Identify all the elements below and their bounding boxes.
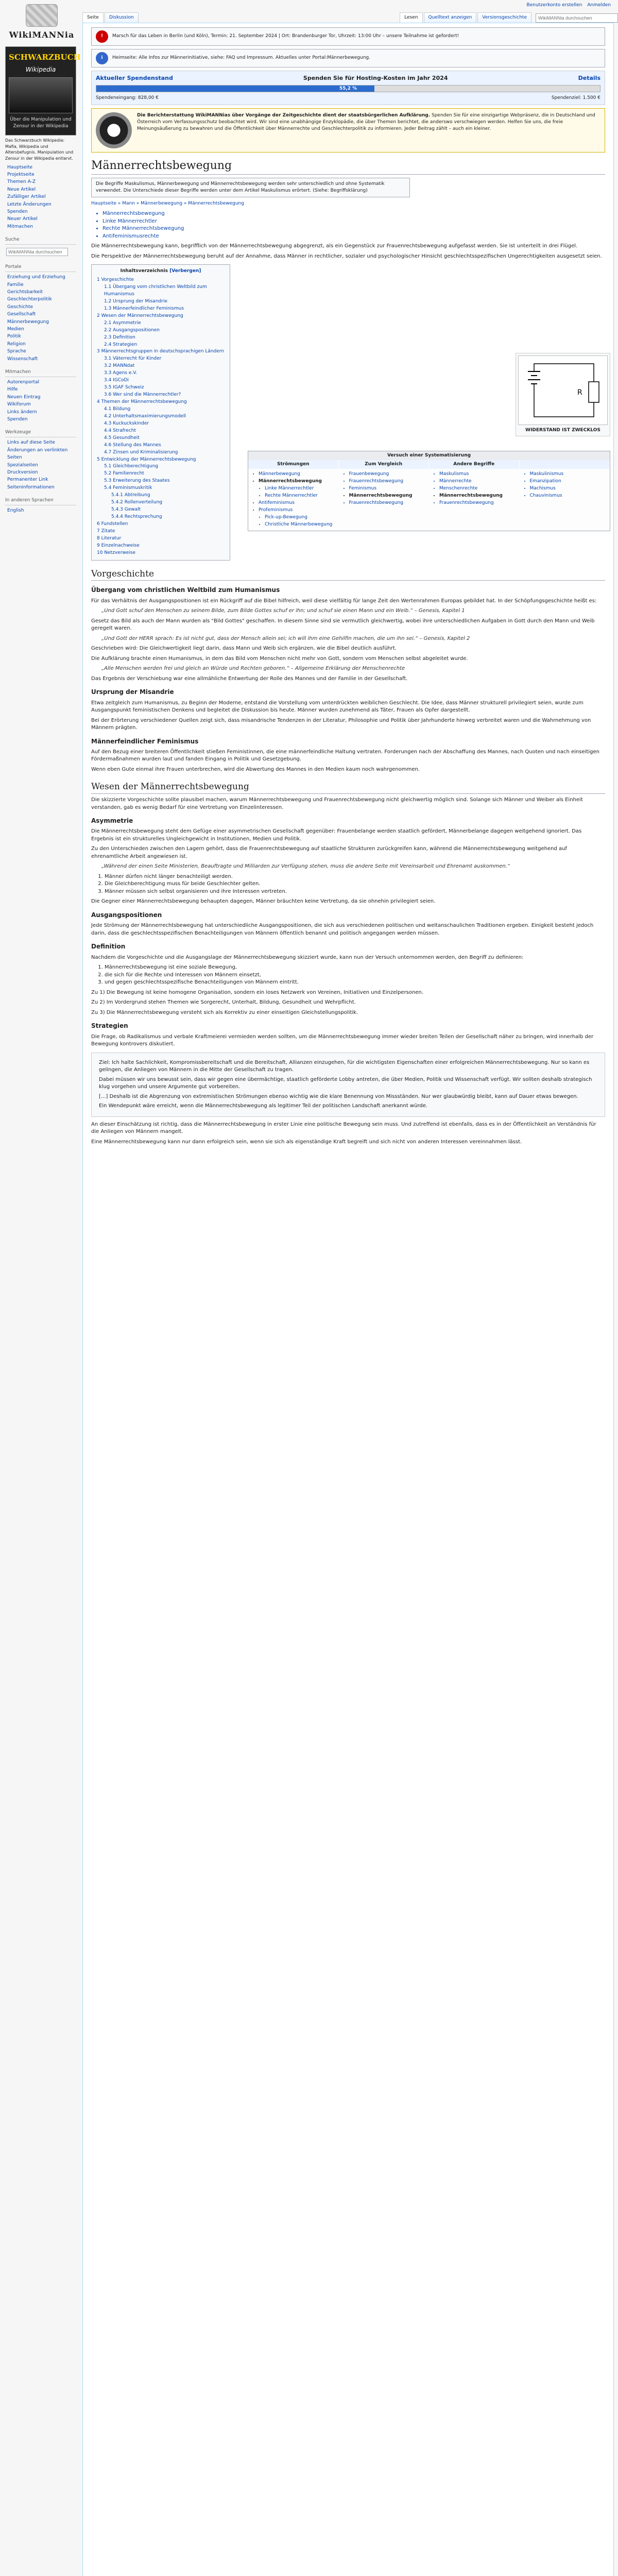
navbox-item[interactable]: • Machismus — [530, 485, 610, 493]
see-also-list — [102, 210, 605, 240]
numbered-item: 2. Die Gleichberechtigung muss für beide Geschlechter gelten. — [105, 880, 605, 888]
promo-title: SCHWARZBUCH — [9, 53, 81, 62]
see-also-item[interactable]: • Antifeminismusrechte — [102, 233, 605, 241]
notice-icon: ℹ — [96, 52, 108, 64]
toc-item[interactable]: 5.4.3 Gewalt — [111, 507, 141, 513]
sidebar-portal — [0, 164, 81, 231]
body-paragraph: Nachdem die Vorgeschichte und die Ausgangslage der Männerrechtsbewegung skizziert wurde, kann nun der Versuch unternommen werden, den Begriff zu definieren: — [91, 954, 524, 960]
toc-item[interactable]: 6 Fundstellen — [97, 521, 128, 527]
namespace-tabs — [82, 12, 139, 23]
toc-item[interactable]: 5.4.1 Abtreibung — [111, 493, 150, 498]
toc-item[interactable]: 7 Zitate — [97, 528, 115, 534]
navbox-column — [248, 460, 339, 531]
intro-paragraph: Die Perspektive der Männerrechtsbewegung beruht auf der Annahme, dass Männer in rechtlicher, sozialer und psychologischer Hinsicht geschlechtsspezifischen Ungerechtigkeiten ausgesetzt seien. — [91, 253, 602, 259]
sidebar-item[interactable]: Autorenportal — [7, 379, 40, 385]
body-paragraph: Die Aufklärung brachte einen Humanismus, in dem das Bild vom Menschen nicht mehr von Gott, sondern vom Menschen selbst abgeleitet wurde. — [91, 655, 468, 662]
body-paragraph: Zu 1) Die Bewegung ist keine homogene Organisation, sondern ein loses Netzwerk von Vereinen, Initiativen und Einzelpersonen. — [91, 989, 424, 995]
sidebar-list — [7, 439, 81, 491]
sidebar-search-heading: Suche — [5, 236, 76, 245]
sidebar-item[interactable]: Sprache — [7, 349, 26, 354]
notice-icon: ! — [96, 30, 108, 43]
toc-item[interactable]: 3.1 Väterrecht für Kinder — [104, 356, 162, 362]
body-paragraph: Das Ergebnis der Verschiebung war eine allmähliche Entwertung der Rolle des Mannes und der Familie in der Gesellschaft. — [91, 675, 408, 682]
page-title: Männerrechtsbewegung — [91, 158, 605, 175]
sidebar-item[interactable]: Spenden — [7, 209, 28, 214]
sidebar-item[interactable]: Themen A-Z — [7, 179, 36, 185]
navbox-column-header: Strömungen — [248, 460, 339, 469]
tab-history[interactable]: Versionsgeschichte — [477, 12, 531, 23]
navbox-title: Versuch einer Systematisierung — [248, 451, 610, 460]
toc-item[interactable]: 4.5 Gesundheit — [104, 435, 140, 440]
sidebar-item[interactable]: Medien — [7, 326, 24, 332]
navbox-item[interactable]: • Frauenrechtsbewegung — [349, 478, 430, 485]
sidebar-heading: Mitmachen — [5, 369, 76, 377]
search-input[interactable] — [536, 13, 618, 23]
navbox-item[interactable]: • Linke Männerrechtler — [265, 485, 339, 493]
appeal-heading: Die Berichterstattung WikiMANNias über Vorgänge der Zeitgeschichte dient der staatsbürgerlichen Aufklärung. — [137, 112, 431, 118]
numbered-item: 2. die sich für die Rechte und Interessen von Männern einsetzt, — [105, 972, 605, 979]
appeal-mask-icon — [96, 112, 132, 148]
tabs-row — [82, 12, 618, 23]
intro-paragraph: Die Männerrechtsbewegung kann, begrifflich von der Männerrechtsbewegung abgegrenzt, als ein Gegenstück zur Frauenrechtsbewegung aufgefasst werden. Sie ist unterteilt in drei Flügel. — [91, 243, 578, 249]
create-account-link[interactable]: Benutzerkonto erstellen — [526, 3, 582, 8]
tab-view-source[interactable]: Quelltext anzeigen — [424, 12, 477, 23]
see-also-item[interactable]: • Linke Männerrechtler — [102, 218, 605, 226]
toc-item[interactable]: 3.5 IGAF Schweiz — [104, 385, 144, 391]
systematization-navbox — [248, 451, 610, 531]
resistor-schematic — [518, 355, 608, 425]
sidebar-item[interactable]: Erziehung und Erziehung — [7, 275, 65, 280]
toc-item[interactable]: 3.3 Agens e.V. — [104, 370, 138, 376]
sidebar — [0, 44, 81, 515]
promo-tagline: Über die Manipulation und Zensur in der Wikipedia — [10, 117, 72, 129]
navbox-item[interactable]: • Frauenrechtsbewegung — [439, 500, 520, 507]
block-quote: „Alle Menschen werden frei und gleich an Würde und Rechten geboren.“ – Allgemeine Erklärung der Menschenrechte — [101, 666, 405, 672]
sidebar-item[interactable]: Links ändern — [7, 409, 37, 415]
logo-wordmark: WikiMANNia — [9, 30, 75, 40]
navbox-item[interactable]: • Profeminismus — [259, 507, 339, 514]
sidebar-item[interactable]: Religion — [7, 341, 26, 347]
toc-item[interactable]: 5.2 Familienrecht — [104, 471, 144, 477]
quote-paragraph: Ein Wendepunkt wäre erreicht, wenn die Männerrechtsbewegung als legitimer Teil der politischen Landschaft anerkannt würde. — [99, 1103, 428, 1109]
section-heading: Vorgeschichte — [91, 568, 605, 581]
toc-item[interactable]: 3.6 Wer sind die Männerrechtler? — [104, 392, 181, 398]
navbox-item[interactable]: • Menschenrechte — [439, 485, 520, 493]
numbered-item: 3. und gegen geschlechtsspezifische Benachteiligungen von Männern eintritt. — [105, 979, 605, 987]
navbox-column-header: Andere Begriffe — [429, 460, 520, 469]
body-paragraph: Die Männerrechtsbewegung steht dem Gefüge einer asymmetrischen Gesellschaft gegenüber: Frauenbelange werden staatlich gefördert, Männerbelange dagegen weitgehend ignoriert. Das Ergebnis ist ein strukturelles Ungleichgewicht in Institutionen, Medien und Politik. — [91, 828, 582, 842]
sidebar-item[interactable]: Familie — [7, 282, 24, 287]
toc-item[interactable]: 4.2 Unterhaltsmaximierungsmodell — [104, 413, 186, 419]
navbox-list — [530, 471, 610, 500]
toc-item[interactable]: 5.4 Feminismuskritik — [104, 485, 152, 491]
toc-item[interactable]: 3.2 MANNdat — [104, 363, 135, 369]
donation-progress-bar — [96, 85, 600, 92]
toc-item[interactable]: 5 Entwicklung der Männerrechtsbewegung — [97, 456, 196, 462]
promo-caption: Das Schwarzbuch Wikipedia: Mafia, Wikipedia und Altersbefugnis. Manipulation und Zensur in der Wikipedia entlarvt. — [5, 138, 74, 161]
promo-illustration — [9, 77, 73, 113]
sidebar-item[interactable]: Seiteninformationen — [7, 484, 55, 490]
tab-read[interactable]: Lesen — [400, 12, 422, 23]
block-quote: „Und Gott schuf den Menschen zu seinem Bilde, zum Bilde Gottes schuf er ihn; und schuf sie einen Mann und ein Weib.“ – Genesis, Kapitel 1 — [101, 608, 465, 614]
sidebar-item[interactable]: Gesellschaft — [7, 312, 36, 317]
numbered-item: 1. Männer dürfen nicht länger benachteiligt werden. — [105, 873, 605, 881]
see-also-item[interactable]: • Rechte Männerrechtsbewegung — [102, 225, 605, 233]
toc-item[interactable]: 1.3 Männerfeindlicher Feminismus — [104, 306, 184, 311]
login-link[interactable]: Anmelden — [587, 3, 611, 8]
numbered-item: 1. Männerrechtsbewegung ist eine soziale Bewegung, — [105, 964, 605, 972]
toc-item[interactable]: 2.4 Strategien — [104, 342, 138, 347]
resistor-diagram — [519, 356, 609, 425]
sidebar-item[interactable]: Wissenschaft — [7, 356, 38, 362]
body-paragraph: Für das Verhältnis der Ausgangspositionen ist ein Rückgriff auf die Bibel hilfreich, weil diese vielfältig für lange Zeit den Wertenrahmen Europas gebildet hat. In der Schöpfungsgeschichte heißt es: — [91, 598, 597, 604]
table-of-contents — [91, 264, 230, 561]
navbox-list — [439, 471, 520, 507]
body-paragraph: Die Gegner einer Männerrechtsbewegung behaupten dagegen, Männer bräuchten keine Vertretung, da sie ohnehin privilegiert seien. — [91, 899, 436, 905]
navbox-item[interactable]: • Antifeminismus — [259, 500, 339, 507]
sidebar-item[interactable]: Wikiforum — [7, 402, 31, 408]
breadcrumb[interactable]: Hauptseite » Mann » Männerbewegung » Männerrechtsbewegung — [91, 200, 244, 206]
sidebar-item[interactable]: Neuer Artikel — [7, 216, 38, 222]
view-tabs — [400, 12, 618, 23]
sidebar-lang-heading: In anderen Sprachen — [5, 497, 76, 505]
sidebar-item[interactable]: Spezialseiten — [7, 462, 38, 468]
funding-appeal-banner — [91, 108, 605, 152]
toc-item[interactable]: 2.3 Definition — [104, 334, 135, 340]
sidebar-item[interactable]: Änderungen an verlinkten Seiten — [7, 447, 68, 461]
quote-paragraph: Dabei müssen wir uns bewusst sein, dass wir gegen eine übermächtige, staatlich geförderte Lobby antreten, die über Medien, Politik und Wissenschaft verfügt. Wir sollten deshalb strategisch klug vorgehen und unsere Argumente gut vorbereiten. — [99, 1076, 592, 1090]
sidebar-search-input[interactable] — [6, 248, 68, 256]
toc-item[interactable]: 1.1 Übergang vom christlichen Weltbild zum Humanismus — [104, 284, 207, 297]
sidebar-item[interactable]: Links auf diese Seite — [7, 440, 55, 446]
sidebar-item[interactable]: Neue Artikel — [7, 187, 36, 192]
toc-item[interactable]: 10 Netzverweise — [97, 550, 136, 555]
sidebar-item[interactable]: Neuen Eintrag — [7, 394, 41, 400]
body-paragraph: Die Frage, ob Radikalismus und verbale Kraftmeierei vermieden werden sollten, um die Männerrechtsbewegung immer wieder breiten Teilen der Gesellschaft näher zu bringen, wird innerhalb der Bewegung kontrovers diskutiert. — [91, 1033, 594, 1047]
body-paragraph: Wenn eben Gute einmal ihre Frauen unterbrechen, wird die Abwertung des Mannes in den Medien kaum noch wahrgenommen. — [91, 766, 420, 772]
numbered-item: 3. Männer müssen sich selbst organisieren und ihre Interessen vertreten. — [105, 888, 605, 896]
tab-discussion[interactable]: Diskussion — [105, 12, 139, 23]
notice-text: Marsch für das Leben in Berlin (und Köln), Termin: 21. September 2024 | Ort: Brandenburger Tor, Uhrzeit: 13:00 Uhr – unsere Teilnahme ist gefordert! — [112, 33, 459, 39]
navbox-item[interactable]: • Pick-up-Bewegung — [265, 514, 339, 521]
body-paragraph: Bei der Erörterung verschiedener Quellen zeigt sich, dass misandrische Tendenzen in der Literatur, Philosophie und Politik über Jahrhunderte hinweg verbreitet waren und die Wahrnehmung von Männern prägten. — [91, 717, 591, 731]
toc-toggle[interactable]: [Verbergen] — [169, 268, 201, 274]
toc-title: Inhaltsverzeichnis — [120, 268, 168, 274]
toc-item[interactable]: 4.3 Kuckuckskinder — [104, 420, 149, 426]
navbox-column-header — [520, 460, 610, 469]
toc-item[interactable]: 1.2 Ursprung der Misandrie — [104, 298, 167, 304]
navbox-item[interactable]: • Männerrechtsbewegung — [349, 493, 430, 500]
section-heading: Asymmetrie — [91, 817, 133, 825]
quote-paragraph: [...] Deshalb ist die Abgrenzung von extremistischen Strömungen ebenso wichtig wie die klare Benennung von Missständen. Nur wer glaubwürdig bleibt, kann auf Dauer etwas bewegen. — [99, 1093, 578, 1099]
see-also-item[interactable]: • Männerrechtsbewegung — [102, 210, 605, 218]
toc-item[interactable]: 2.1 Asymmetrie — [104, 320, 141, 326]
toc-item[interactable]: 4.4 Strafrecht — [104, 428, 136, 433]
section-heading: Übergang vom christlichen Weltbild zum Humanismus — [91, 586, 280, 594]
block-quote: „Während der einen Seite Ministerien, Beauftragte und Milliarden zur Verfügung stehen, muss die andere Seite mit Vereinsarbeit und Ehrenamt auskommen.“ — [101, 863, 510, 870]
tab-page[interactable]: Seite — [82, 12, 104, 23]
toc-item[interactable]: 2 Wesen der Männerrechtsbewegung — [97, 313, 183, 318]
donation-details-link[interactable]: Details — [578, 75, 600, 81]
section-heading: Wesen der Männerrechtsbewegung — [91, 781, 605, 794]
body-paragraph: Zu 2) Im Vordergrund stehen Themen wie Sorgerecht, Unterhalt, Bildung, Gesundheit und Wehrpflicht. — [91, 999, 356, 1006]
toc-item[interactable]: 9 Einzelnachweise — [97, 543, 140, 548]
body-paragraph: Eine Männerrechtsbewegung kann nur dann erfolgreich sein, wenn sie sich als eigenständige Kraft begreift und sich nicht von anderen Interessen vereinnahmen lässt. — [91, 1139, 522, 1145]
promo-book-cover[interactable] — [5, 46, 81, 135]
body-paragraph: Jede Strömung der Männerrechtsbewegung hat unterschiedliche Ausgangspositionen, die sich aus verschiedenen politischen und weltanschaulichen Traditionen ergeben. Einigkeit besteht jedoch darin, dass die geschlechtsspezifischen Benachteiligungen von Männern öffentlich benannt und politisch angegangen werden müssen. — [91, 923, 594, 936]
sidebar-list — [7, 164, 81, 231]
body-paragraph: Auf den Bezug einer breiteren Öffentlichkeit stießen Feministinnen, die eine männerfeindliche Haltung vertraten. Forderungen nach der Abschaffung des Mannes, nach Quoten und nach einseitigen Fördermaßnahmen wurden laut und fanden Eingang in Politik und Gesetzgebung. — [91, 749, 599, 762]
sidebar-portal — [0, 264, 81, 363]
sidebar-heading: Portale — [5, 264, 76, 272]
body-paragraph: An dieser Einschätzung ist richtig, dass die Männerrechtsbewegung in erster Linie eine politische Bewegung sein muss. Und zutreffend ist ebenfalls, dass es in der Öffentlichkeit an Verständnis für die Anliegen von Männern mangelt. — [91, 1121, 596, 1135]
navbox-item[interactable]: • Feminismus — [349, 485, 430, 493]
lang-english[interactable]: English — [7, 508, 24, 514]
navbox-item[interactable]: • Männerbewegung — [259, 471, 339, 478]
sidebar-item[interactable]: Letzte Änderungen — [7, 201, 52, 207]
numbered-list — [105, 873, 605, 896]
body-paragraph: Zu 3) Die Männerrechtsbewegung versteht sich als Korrektiv zu einer einseitigen Gleichstellungspolitik. — [91, 1009, 358, 1015]
hatnote: Die Begriffe Maskulismus, Männerbewegung und Männerrechtsbewegung werden sehr unterschiedlich und ohne Systematik verwendet. Die Unterschiede dieser Begriffe werden unter dem Artikel Maskulismus erörtert. (Siehe: Begriffsklärung) — [91, 178, 410, 197]
body-paragraph: Zu den Unterschieden zwischen den Lagern gehört, dass die Frauenrechtsbewegung auf staatliche Strukturen zurückgreifen kann, während die Männerrechtsbewegung weitgehend auf ehrenamtliche Arbeit angewiesen ist. — [91, 846, 567, 859]
toc-item[interactable]: 4.6 Stellung des Mannes — [104, 442, 161, 448]
navbox-item[interactable]: • Maskulinismus — [530, 471, 610, 478]
toc-item[interactable]: 8 Literatur — [97, 535, 122, 541]
section-heading: Ausgangspositionen — [91, 911, 162, 919]
navbox-item[interactable]: • Maskulismus — [439, 471, 520, 478]
toc-item[interactable]: 4 Themen der Männerrechtsbewegung — [97, 399, 187, 404]
navbox-item[interactable]: • Chauvinismus — [530, 493, 610, 500]
toc-item[interactable]: 3 Männerrechtsgruppen in deutschsprachigen Ländern — [97, 349, 225, 354]
notice-banner — [91, 27, 605, 46]
logo-puzzle-icon — [26, 4, 58, 27]
body-paragraph: Geschrieben wird: Die Gleichwertigkeit liegt darin, dass Mann und Weib sich ergänzen, wie die Bibel deutlich ausführt. — [91, 646, 397, 652]
appeal-text: Spenden Sie für eine einzigartige Webpräsenz, die in Deutschland und Österreich vom Verfassungsschutz beobachtet wird. Wir sind eine unabhängige Enzyklopädie, die über Themen berichtet, die anderswo verschwiegen werden. Helfen Sie uns, die freie Meinungsäußerung zu bewahren und die Öffentlichkeit über Männerrechte und Geschlechterpolitik zu informieren. Jeder Beitrag zählt – auch ein kleiner. — [137, 112, 595, 132]
toc-item[interactable]: 4.7 Zinsen und Kriminalisierung — [104, 449, 178, 455]
notice-banner — [91, 49, 605, 67]
block-quote: „Und Gott der HERR sprach: Es ist nicht gut, dass der Mensch allein sei; ich will ihm eine Gehilfin machen, die um ihn sei.“ – Genesis, Kapitel 2 — [101, 635, 470, 641]
navbox-column-header: Zum Vergleich — [339, 460, 430, 469]
sidebar-heading: Werkzeuge — [5, 429, 76, 437]
sidebar-item[interactable]: Mitmachen — [7, 224, 33, 229]
sidebar-list — [7, 274, 81, 363]
donation-status-link[interactable]: Aktueller Spendenstand — [96, 75, 173, 81]
personal-tools — [527, 2, 611, 9]
navbox-item[interactable]: • Frauenbewegung — [349, 471, 430, 478]
navbox-item[interactable]: • Christliche Männerbewegung — [265, 521, 339, 529]
quote-box — [91, 1053, 605, 1117]
toc-item[interactable]: 2.2 Ausgangspositionen — [104, 327, 160, 333]
section-heading: Strategien — [91, 1022, 128, 1030]
sidebar-item[interactable]: Spenden — [7, 416, 28, 422]
donation-progress-label: 55,2 % — [339, 86, 357, 91]
section-heading: Definition — [91, 943, 126, 951]
notice-text: Heimseite: Alle Infos zur Männerinitiative, siehe: FAQ und Impressum. Aktuelles unter Portal:Männerbewegung. — [112, 55, 370, 61]
sidebar-item[interactable]: Hauptseite — [7, 164, 33, 170]
navbox-column — [429, 460, 520, 531]
sidebar-list — [7, 379, 81, 423]
sidebar-item[interactable]: Hilfe — [7, 387, 18, 393]
toc-item[interactable]: 3.4 IGCoDi — [104, 378, 129, 383]
quote-paragraph: Ziel: Ich halte Sachlichkeit, Kompromissbereitschaft und die Bereitschaft, Allianzen einzugehen, für die wichtigsten Eigenschaften einer erfolgreichen Männerrechtsbewegung. Nur so kann es gelingen, die Anliegen von Männern in die Mitte der Gesellschaft zu tragen. — [99, 1059, 590, 1073]
toc-item[interactable]: 5.1 Gleichberechtigung — [104, 464, 159, 469]
donation-title: Spenden Sie für Hosting-Kosten im Jahr 2024 — [303, 75, 448, 81]
sidebar-portal — [0, 369, 81, 423]
sidebar-item[interactable]: Projektseite — [7, 172, 35, 177]
sidebar-item[interactable]: Politik — [7, 334, 21, 340]
resistor-symbol: R — [577, 388, 582, 397]
promo-subtitle: Wikipedia — [25, 65, 56, 73]
navbox-column — [339, 460, 430, 531]
toc-item[interactable]: 5.3 Erweiterung des Staates — [104, 478, 170, 484]
donation-goal: Spendenziel: 1.500 € — [551, 95, 600, 100]
section-heading: Ursprung der Misandrie — [91, 688, 174, 696]
sidebar-item[interactable]: Geschlechterpolitik — [7, 297, 52, 302]
navbox-item[interactable]: • Rechte Männerrechtler — [265, 493, 339, 500]
sidebar-item[interactable]: Geschichte — [7, 304, 33, 310]
numbered-list — [105, 964, 605, 987]
navbox-list — [259, 471, 339, 529]
body-paragraph: Gesetz das Bild als auch der Mann wurden als "Bild Gottes" geschaffen. In diesem Sinne sind sie vermutlich gleichwertig, wobei ihre unterschiedlichen Aufgaben in Gott durch den Mann und Weib geregelt waren. — [91, 618, 595, 632]
schematic-figure — [516, 353, 610, 436]
donation-banner — [91, 71, 605, 105]
sidebar-item[interactable]: Permanenter Link — [7, 477, 48, 483]
toc-item[interactable]: 5.4.4 Rechtsprechung — [111, 514, 162, 519]
site-logo[interactable] — [3, 4, 80, 41]
body-paragraph: Etwa zeitgleich zum Humanismus, zu Beginn der Moderne, entstand die Vorstellung vom unterdrückten weiblichen Geschlecht. Die Idee, dass Männer strukturell privilegiert seien, wurde zum Ausgangspunkt feministischen Denkens und begleitet die Diskussion bis heute. Männer wurden zunehmend als Täter, Frauen als Opfer dargestellt. — [91, 700, 583, 714]
sidebar-item[interactable]: Gerichtsbarkeit — [7, 290, 43, 295]
toc-item[interactable]: 4.1 Bildung — [104, 406, 131, 412]
navbox-list — [349, 471, 430, 507]
navbox-column — [520, 460, 610, 531]
sidebar-search — [0, 236, 81, 258]
main-content — [82, 23, 614, 2576]
navbox-item[interactable]: • Emanzipation — [530, 478, 610, 485]
section-heading: Männerfeindlicher Feminismus — [91, 737, 199, 745]
body-paragraph: Die skizzierte Vorgeschichte sollte plausibel machen, warum Männerrechtsbewegung und Frauenrechtsbewegung nicht gleichwertig möglich sind. Solange sich Männer und Weiber als Einheit verstanden, gab es wenig Bedarf für eine Vertretung von Einzelinteressen. — [91, 797, 583, 810]
sidebar-languages — [0, 497, 81, 514]
navbox-item[interactable]: • Männerrechtsbewegung — [439, 493, 520, 500]
toc-item[interactable]: 1 Vorgeschichte — [97, 277, 134, 283]
schematic-caption: WIDERSTAND IST ZWECKLOS — [525, 428, 600, 433]
navbox-item[interactable]: • Männerrechte — [439, 478, 520, 485]
sidebar-item[interactable]: Zufälliger Artikel — [7, 194, 46, 200]
navbox-item[interactable]: • Frauenrechtsbewegung — [349, 500, 430, 507]
navbox-item[interactable]: • Männerrechtsbewegung — [259, 478, 339, 485]
sidebar-item[interactable]: Männerbewegung — [7, 319, 49, 325]
donation-raised: Spendeneingang: 828,00 € — [96, 95, 159, 100]
sidebar-item[interactable]: Druckversion — [7, 469, 38, 475]
sidebar-portal — [0, 429, 81, 491]
sidebar-lang-list — [7, 507, 81, 514]
toc-item[interactable]: 5.4.2 Rollenverteilung — [111, 500, 163, 505]
